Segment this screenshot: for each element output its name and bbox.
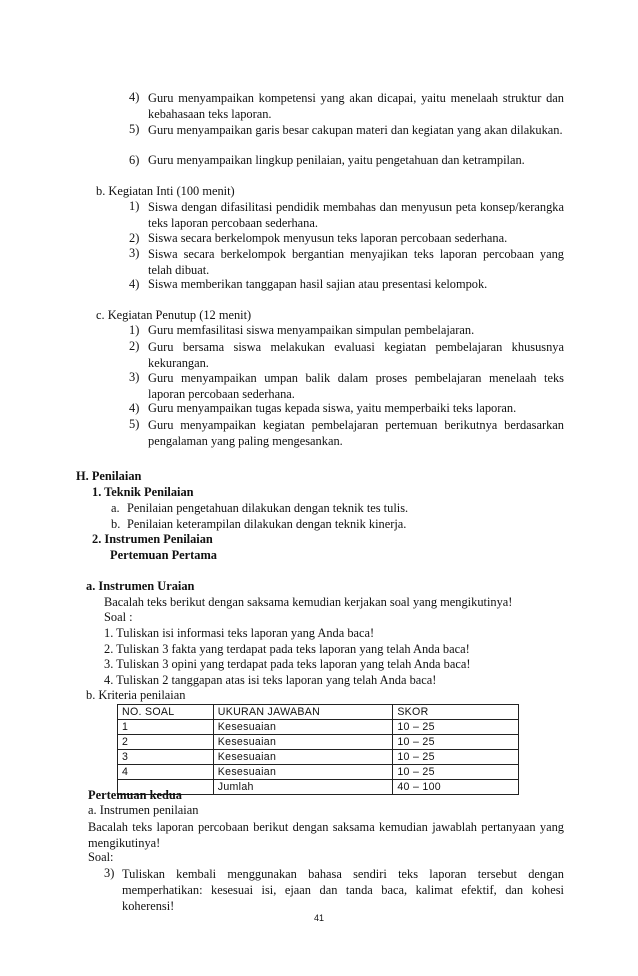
table-cell: Kesesuaian: [213, 720, 393, 735]
inti-item-1-number: 1): [129, 199, 140, 213]
kriteria-heading: b. Kriteria penilaian: [86, 688, 186, 702]
soal-item-1: 1. Tuliskan isi informasi teks laporan yang Anda baca!: [104, 626, 375, 640]
table-header-cell: SKOR: [393, 705, 519, 720]
intro-item-5-text: Guru menyampaikan garis besar cakupan materi dan kegiatan yang akan dilakukan.: [148, 123, 563, 137]
soal-item-4: 4. Tuliskan 2 tanggapan atas isi teks laporan yang telah Anda baca!: [104, 673, 437, 687]
inti-item-3-number: 3): [129, 246, 140, 260]
table-row: [118, 720, 519, 735]
table-cell: Kesesuaian: [213, 765, 393, 780]
pertemuan-kedua-subheading: a. Instrumen penilaian: [88, 803, 199, 817]
instrumen-penilaian-heading: 2. Instrumen Penilaian: [92, 532, 213, 546]
soal-label: Soal :: [104, 610, 133, 624]
intro-item-4-text: Guru menyampaikan kompetensi yang akan dicapai, yaitu menelaah struktur dan kebahasaan teks laporan.: [148, 91, 564, 121]
inti-item-4-text: Siswa memberikan tanggapan hasil sajian atau presentasi kelompok.: [148, 277, 488, 291]
pertemuan-pertama-heading: Pertemuan Pertama: [110, 548, 217, 562]
teknik-item-b-label: b.: [111, 517, 121, 531]
table-header-cell: NO. SOAL: [118, 705, 214, 720]
pertemuan-kedua-item-number: 3): [104, 866, 115, 880]
penutup-item-3-number: 3): [129, 370, 140, 384]
pertemuan-kedua-soal-label: Soal:: [88, 850, 114, 864]
teknik-item-a-text: Penilaian pengetahuan dilakukan dengan teknik tes tulis.: [127, 501, 409, 515]
inti-item-2-number: 2): [129, 231, 140, 245]
table-cell: 10 – 25: [393, 720, 519, 735]
kriteria-table: [117, 704, 519, 795]
teknik-item-a-label: a.: [111, 501, 120, 515]
penutup-item-2-number: 2): [129, 339, 140, 353]
table-cell: 2: [118, 735, 214, 750]
table-row: [118, 765, 519, 780]
table-header-row: [118, 705, 519, 720]
penilaian-heading: H. Penilaian: [76, 469, 142, 483]
inti-item-3-text: Siswa secara berkelompok bergantian menyajikan teks laporan percobaan yang telah dibuat.: [148, 247, 564, 277]
table-cell: 4: [118, 765, 214, 780]
table-cell: 10 – 25: [393, 765, 519, 780]
intro-item-5-number: 5): [129, 122, 140, 136]
intro-item-6-number: 6): [129, 153, 140, 167]
table-cell: 10 – 25: [393, 735, 519, 750]
penutup-item-1-text: Guru memfasilitasi siswa menyampaikan simpulan pembelajaran.: [148, 323, 475, 337]
penutup-item-3-text: Guru menyampaikan umpan balik dalam proses pembelajaran menelaah teks laporan percobaan sederhana.: [148, 371, 564, 401]
inti-item-1-text: Siswa dengan difasilitasi pendidik membahas dan menyusun peta konsep/kerangka teks laporan percobaan sederhana.: [148, 200, 564, 230]
penutup-item-4-number: 4): [129, 401, 140, 415]
penutup-item-5-number: 5): [129, 417, 140, 431]
penutup-item-2-text: Guru bersama siswa melakukan evaluasi kegiatan pembelajaran khususnya kekurangan.: [148, 340, 564, 370]
table-row: [118, 735, 519, 750]
table-cell: Kesesuaian: [213, 735, 393, 750]
inti-item-4-number: 4): [129, 277, 140, 291]
intro-item-6-text: Guru menyampaikan lingkup penilaian, yaitu pengetahuan dan ketrampilan.: [148, 153, 525, 167]
table-cell: 40 – 100: [393, 780, 519, 795]
soal-item-2: 2. Tuliskan 3 fakta yang terdapat pada teks laporan yang telah Anda baca!: [104, 642, 470, 656]
table-cell: Kesesuaian: [213, 750, 393, 765]
intro-item-4-number: 4): [129, 90, 140, 104]
penutup-item-4-text: Guru menyampaikan tugas kepada siswa, yaitu memperbaiki teks laporan.: [148, 401, 517, 415]
instrumen-uraian-heading: a. Instrumen Uraian: [86, 579, 195, 593]
pertemuan-kedua-heading: Pertemuan kedua: [88, 788, 182, 802]
table-cell: 1: [118, 720, 214, 735]
kegiatan-inti-heading: b. Kegiatan Inti (100 menit): [96, 184, 235, 198]
pertemuan-kedua-instruction: Bacalah teks laporan percobaan berikut dengan saksama kemudian jawablah pertanyaan yang mengikutinya!: [88, 820, 564, 850]
teknik-penilaian-heading: 1. Teknik Penilaian: [92, 485, 194, 499]
table-cell: 10 – 25: [393, 750, 519, 765]
teknik-item-b-text: Penilaian keterampilan dilakukan dengan teknik kinerja.: [127, 517, 407, 531]
penutup-item-1-number: 1): [129, 323, 140, 337]
pertemuan-kedua-item-text: Tuliskan kembali menggunakan bahasa sendiri teks laporan tersebut dengan memperhatikan: kesesuai isi, ejaan dan tanda baca, kalimat efektif, dan kohesi koherensi!: [122, 867, 564, 913]
kegiatan-penutup-heading: c. Kegiatan Penutup (12 menit): [96, 308, 252, 322]
penutup-item-5-text: Guru menyampaikan kegiatan pembelajaran pertemuan berikutnya berdasarkan pengalaman yang paling mengesankan.: [148, 418, 564, 448]
table-cell: 3: [118, 750, 214, 765]
table-row: [118, 750, 519, 765]
inti-item-2-text: Siswa secara berkelompok menyusun teks laporan percobaan sederhana.: [148, 231, 508, 245]
uraian-instruction: Bacalah teks berikut dengan saksama kemudian kerjakan soal yang mengikutinya!: [104, 595, 513, 609]
table-header-cell: UKURAN JAWABAN: [213, 705, 393, 720]
table-cell: Jumlah: [213, 780, 393, 795]
page-number: 41: [313, 913, 324, 923]
soal-item-3: 3. Tuliskan 3 opini yang terdapat pada teks laporan yang telah Anda baca!: [104, 657, 471, 671]
